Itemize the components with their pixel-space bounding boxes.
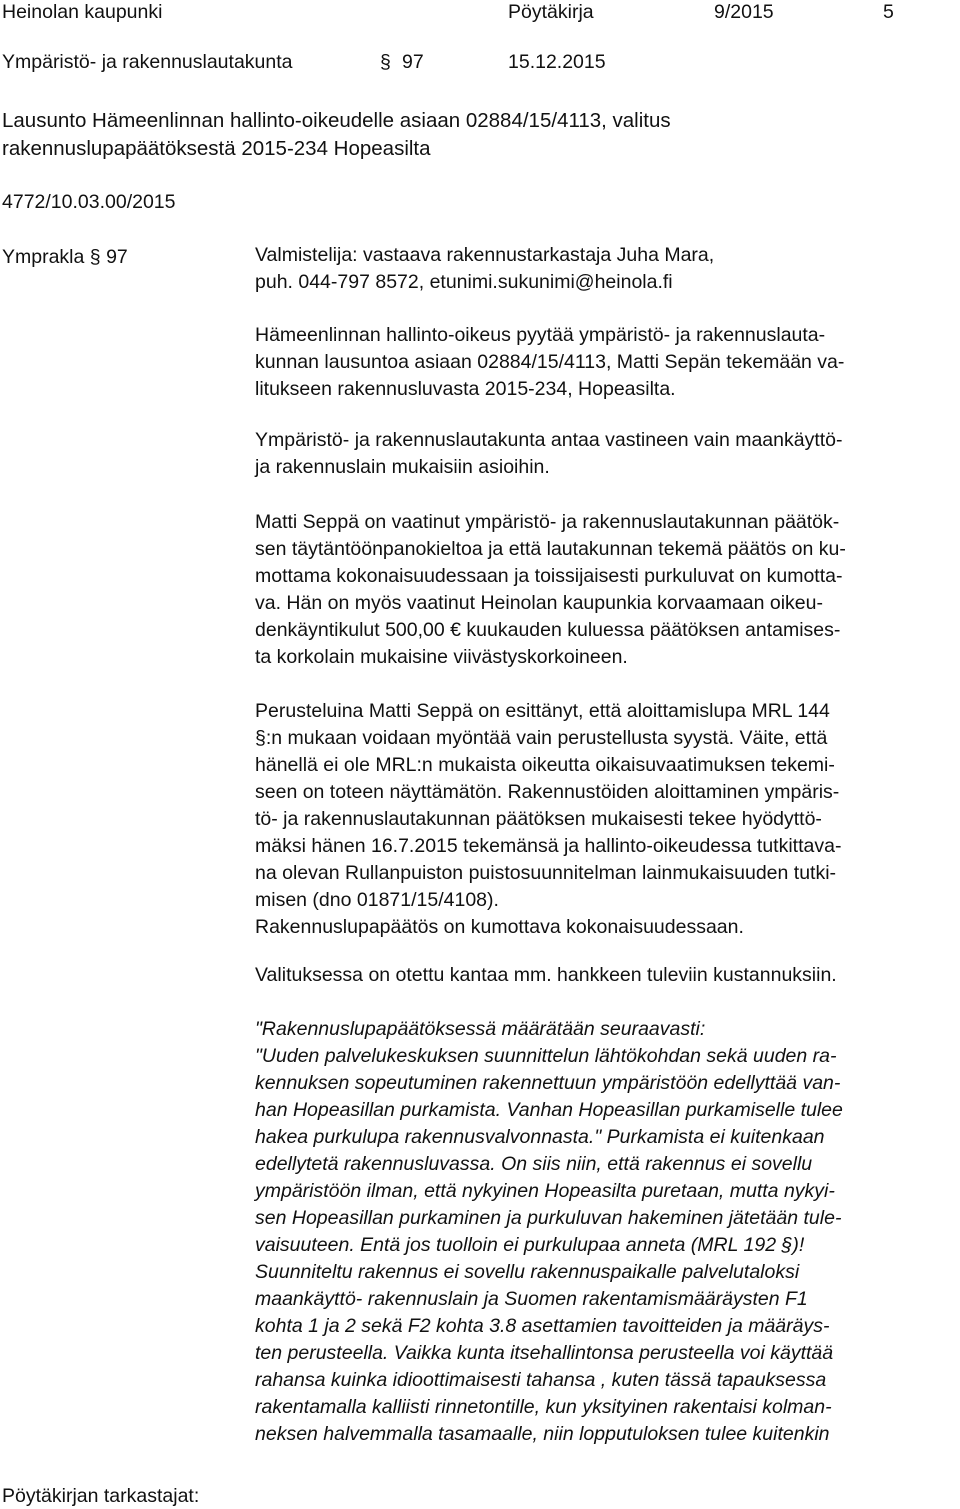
quote-line: maankäyttö- rakennuslain ja Suomen rakentamismääräysten F1 <box>255 1288 808 1310</box>
paragraph-line: mäksi hänen 16.7.2015 tekemänsä ja hallinto-oikeudessa tutkittava- <box>255 835 842 857</box>
paragraph-line: seen on toteen näyttämätön. Rakennustöiden aloittaminen ympäris- <box>255 781 840 803</box>
paragraph-line: ja rakennuslain mukaisiin asioihin. <box>255 456 550 478</box>
section-sign: § <box>380 51 391 73</box>
paragraph-line: Rakennuslupapäätös on kumottava kokonaisuudessaan. <box>255 916 744 938</box>
document-number: 9/2015 <box>714 1 774 23</box>
quote-line: neksen halvemmalla tasamaalle, niin lopputuloksen tulee kuitenkin <box>255 1423 830 1445</box>
paragraph-line: va. Hän on myös vaatinut Heinolan kaupunkia korvaamaan oikeu- <box>255 592 823 614</box>
quote-line: ten perusteella. Vaikka kunta itsehallintonsa perusteella voi käyttää <box>255 1342 834 1364</box>
document-title-line-2: rakennuslupapäätöksestä 2015-234 Hopeasilta <box>2 137 431 160</box>
quote-line: edellytetä rakennusluvassa. On siis niin, että rakennus ei sovellu <box>255 1153 813 1175</box>
page-number: 5 <box>883 1 894 23</box>
paragraph-grounds <box>255 698 955 941</box>
section-label <box>2 245 128 269</box>
section-label-number: 97 <box>106 246 128 268</box>
paragraph-line: tö- ja rakennuslautakunnan päätöksen mukaisesti tekee hyödyttö- <box>255 808 822 830</box>
paragraph-line: kunnan lausuntoa asiaan 02884/15/4113, Matti Sepän tekemään va- <box>255 351 845 373</box>
section-number: 97 <box>402 51 424 73</box>
quote-line: hakea purkulupa rakennusvalvonnasta." Purkamista ei kuitenkaan <box>255 1126 825 1148</box>
meeting-date: 15.12.2015 <box>508 51 606 73</box>
document-title-line-1: Lausunto Hämeenlinnan hallinto-oikeudelle asiaan 02884/15/4113, valitus <box>2 109 671 132</box>
quote-line: han Hopeasillan purkamista. Vanhan Hopeasillan purkamiselle tulee <box>255 1099 843 1121</box>
paragraph-line: na olevan Rullanpuiston puistosuunnitelman lainmukaisuuden tutki- <box>255 862 837 884</box>
paragraph-line: ta korkolain mukaisine viivästyskorkoineen. <box>255 646 628 668</box>
paragraph-request <box>255 322 955 403</box>
paragraph-line: denkäyntikulut 500,00 € kuukauden kuluessa päätöksen antamises- <box>255 619 841 641</box>
preparer-block <box>255 242 955 296</box>
quote-line: ympäristöön ilman, että nykyinen Hopeasilta puretaan, mutta nykyi- <box>255 1180 835 1202</box>
paragraph-line: litukseen rakennusluvasta 2015-234, Hopeasilta. <box>255 378 676 400</box>
quoted-appeal <box>255 1016 955 1448</box>
paragraph-line: hänellä ei ole MRL:n mukaista oikeutta oikaisuvaatimuksen tekemi- <box>255 754 835 776</box>
document-type: Pöytäkirja <box>508 1 594 23</box>
paragraph-line: Valituksessa on otettu kantaa mm. hankkeen tuleviin kustannuksiin. <box>255 964 837 986</box>
case-number: 4772/10.03.00/2015 <box>2 191 176 213</box>
paragraph-line: mottama kokonaisuudessaan ja toissijaisesti purkuluvat on kumotta- <box>255 565 843 587</box>
paragraph-line: Perusteluina Matti Seppä on esittänyt, että aloittamislupa MRL 144 <box>255 700 830 722</box>
reviewers-label: Pöytäkirjan tarkastajat: <box>2 1485 200 1507</box>
committee-name: Ympäristö- ja rakennuslautakunta <box>2 51 293 73</box>
quote-line: rakentamalla kalliisti rinnetontille, kun yksityinen rakentaisi kolman- <box>255 1396 832 1418</box>
quote-line: kennuksen sopeutuminen rakennettuun ympäristöön edellyttää van- <box>255 1072 841 1094</box>
section-sign-inline: § <box>89 246 101 268</box>
paragraph-scope <box>255 427 955 481</box>
section-label-text: Ymprakla <box>2 246 85 268</box>
quote-line: "Rakennuslupapäätöksessä määrätään seuraavasti: <box>255 1018 706 1040</box>
preparer-contact-line: puh. 044-797 8572, etunimi.sukunimi@heinola.fi <box>255 271 673 293</box>
quote-line: sen Hopeasillan purkaminen ja purkuluvan hakeminen jätetään tule- <box>255 1207 842 1229</box>
paragraph-line: Ympäristö- ja rakennuslautakunta antaa vastineen vain maankäyttö- <box>255 429 843 451</box>
preparer-line: Valmistelija: vastaava rakennustarkastaja Juha Mara, <box>255 244 715 266</box>
quote-line: vaisuuteen. Entä jos tuolloin ei purkulupaa anneta (MRL 192 §)! <box>255 1234 805 1256</box>
paragraph-costs <box>255 962 955 989</box>
paragraph-line: §:n mukaan voidaan myöntää vain perustellusta syystä. Väite, että <box>255 727 828 749</box>
quote-line: rahansa kuinka idioottimaisesti tahansa , kuten tässä tapauksessa <box>255 1369 827 1391</box>
paragraph-line: Matti Seppä on vaatinut ympäristö- ja rakennuslautakunnan päätök- <box>255 511 840 533</box>
paragraph-line: misen (dno 01871/15/4108). <box>255 889 499 911</box>
paragraph-line: sen täytäntöönpanokieltoa ja että lautakunnan tekemä päätös on ku- <box>255 538 846 560</box>
quote-line: "Uuden palvelukeskuksen suunnittelun lähtökohdan sekä uuden ra- <box>255 1045 837 1067</box>
paragraph-demands <box>255 509 955 671</box>
paragraph-line: Hämeenlinnan hallinto-oikeus pyytää ympäristö- ja rakennuslauta- <box>255 324 826 346</box>
quote-line: Suunniteltu rakennus ei sovellu rakennuspaikalle palvelutaloksi <box>255 1261 800 1283</box>
municipality: Heinolan kaupunki <box>2 1 163 23</box>
quote-line: kohta 1 ja 2 sekä F2 kohta 3.8 asettamien tavoitteiden ja määräys- <box>255 1315 830 1337</box>
